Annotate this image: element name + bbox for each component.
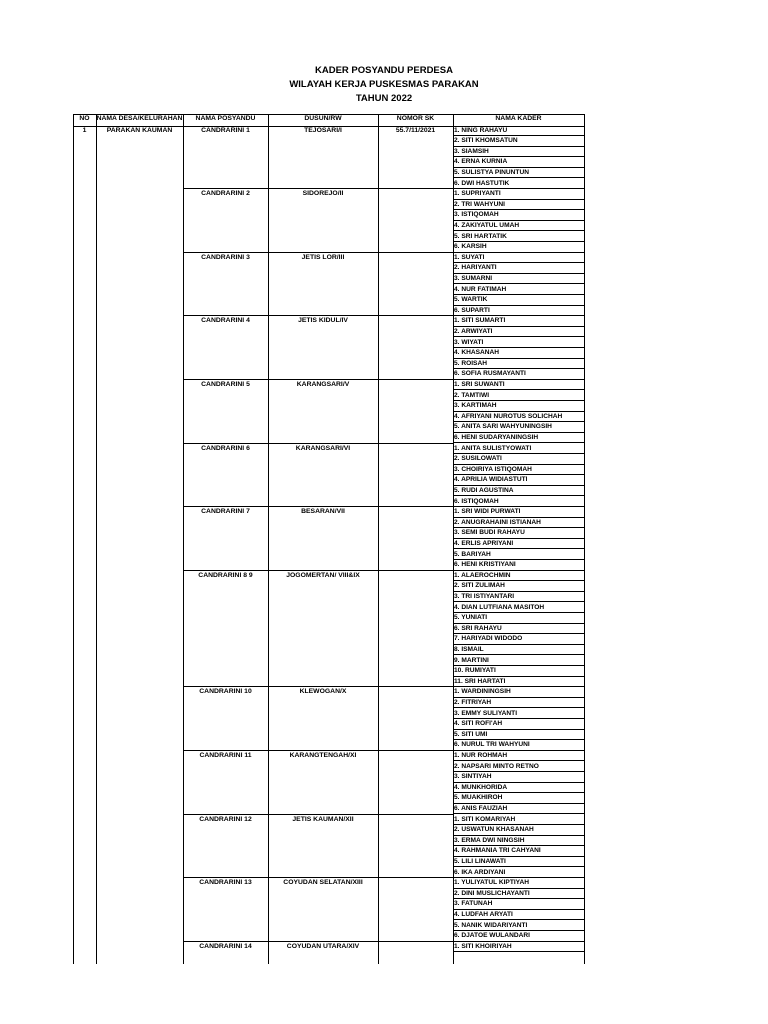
kader-name: 1. SITI KHOIRIYAH <box>453 942 584 953</box>
kader-name: 11. SRI HARTATI <box>453 677 584 688</box>
posyandu-name: CANDRARINI 14 <box>199 942 252 950</box>
kader-name: 4. DIAN LUTFIANA MASITOH <box>453 603 584 614</box>
kader-name: 4. AFRIYANI NUROTUS SOLICHAH <box>453 412 584 423</box>
kader-name: 5. MUAKHIROH <box>453 793 584 804</box>
kader-name: 5. RUDI AGUSTINA <box>453 486 584 497</box>
kader-name: 2. SUSILOWATI <box>453 454 584 465</box>
kader-name: 1. SRI SUWANTI <box>453 380 584 391</box>
dusun-rw: COYUDAN UTARA/XIV <box>286 942 360 950</box>
dusun-rw: JETIS KAUMAN/XII <box>292 815 354 823</box>
kader-name: 3. ISTIQOMAH <box>453 210 584 221</box>
kader-name: 4. KHASANAH <box>453 348 584 359</box>
kader-name: 2. DINI MUSLICHAYANTI <box>453 889 584 900</box>
desa-name: PARAKAN KAUMAN <box>106 126 173 134</box>
kader-name: 7. HARIYADI WIDODO <box>453 634 584 645</box>
kader-name: 4. ERLIS APRIYANI <box>453 539 584 550</box>
kader-name: 3. CHOIRIYA ISTIQOMAH <box>453 465 584 476</box>
kader-name: 5. NANIK WIDARIYANTI <box>453 921 584 932</box>
kader-name: 1. SUYATI <box>453 253 584 264</box>
kader-name: 3. FATUNAH <box>453 899 584 910</box>
header-nama-kader: NAMA KADER <box>495 115 542 122</box>
kader-name: 3. SEMI BUDI RAHAYU <box>453 528 584 539</box>
dusun-rw: KARANGSARI/V <box>296 380 350 388</box>
kader-name: 6. SRI RAHAYU <box>453 624 584 635</box>
dusun-rw: KLEWOGAN/X <box>299 688 347 696</box>
page-subtitle: WILAYAH KERJA PUSKESMAS PARAKAN <box>289 79 479 90</box>
posyandu-name: CANDRARINI 3 <box>201 253 250 261</box>
kader-name: 2. HARIYANTI <box>453 263 584 274</box>
kader-name: 3. TRI ISTIYANTARI <box>453 592 584 603</box>
kader-name: 6. NURUL TRI WAHYUNI <box>453 740 584 751</box>
dusun-rw: TEJOSARI/I <box>304 126 342 134</box>
dusun-rw: JETIS KIDUL/IV <box>298 317 348 325</box>
kader-name: 5. ROISAH <box>453 359 584 370</box>
kader-name: 4. NUR FATIMAH <box>453 285 584 296</box>
kader-name: 9. MARTINI <box>453 656 584 667</box>
kader-name: 5. SULISTYA PINUNTUN <box>453 168 584 179</box>
kader-name: 4. RAHMANIA TRI CAHYANI <box>453 846 584 857</box>
posyandu-name: CANDRARINI 4 <box>201 317 250 325</box>
kader-name: 6. ISTIQOMAH <box>453 497 584 508</box>
column-border <box>268 114 269 964</box>
kader-name: 3. SIAMSIH <box>453 147 584 158</box>
kader-name: 4. LUDFAH ARYATI <box>453 910 584 921</box>
kader-name: 5. SRI HARTATIK <box>453 232 584 243</box>
kader-name: 2. SITI KHOMSATUN <box>453 136 584 147</box>
posyandu-name: CANDRARINI 8 9 <box>198 571 253 579</box>
dusun-rw: KARANGTENGAH/XI <box>289 751 357 759</box>
kader-name: 2. USWATUN KHASANAH <box>453 825 584 836</box>
kader-name: 4. APRILIA WIDIASTUTI <box>453 475 584 486</box>
posyandu-name: CANDRARINI 12 <box>199 815 252 823</box>
kader-name: 3. WIYATI <box>453 338 584 349</box>
kader-name: 6. HENI SUDARYANINGSIH <box>453 433 584 444</box>
kader-name: 6. DWI HASTUTIK <box>453 179 584 190</box>
kader-name: 4. ERNA KURNIA <box>453 157 584 168</box>
kader-name: 2. FITRIYAH <box>453 698 584 709</box>
kader-name: 6. ANIS FAUZIAH <box>453 804 584 815</box>
kader-name: 4. ZAKIYATUL UMAH <box>453 221 584 232</box>
kader-name: 1. SITI SUMARTI <box>453 316 584 327</box>
kader-name: 6. IKA ARDIYANI <box>453 868 584 879</box>
posyandu-name: CANDRARINI 6 <box>201 444 250 452</box>
nomor-sk: 55.7/11/2021 <box>395 126 436 134</box>
dusun-rw: SIDOREJO/II <box>302 190 344 198</box>
kader-name: 1. YULIYATUL KIPTIYAH <box>453 878 584 889</box>
kader-name: 2. SITI ZULIMAH <box>453 581 584 592</box>
dusun-rw: BESARAN/VII <box>301 508 345 516</box>
page-year: TAHUN 2022 <box>355 93 413 104</box>
kader-name: 1. SRI WIDI PURWATI <box>453 507 584 518</box>
kader-name: 4. SITI ROFI'AH <box>453 719 584 730</box>
posyandu-name: CANDRARINI 13 <box>199 879 252 887</box>
posyandu-name: CANDRARINI 7 <box>201 508 250 516</box>
posyandu-name: CANDRARINI 5 <box>201 380 250 388</box>
kader-name: 1. NING RAHAYU <box>453 126 584 137</box>
kader-name: 2. NAPSARI MINTO RETNO <box>453 762 584 773</box>
header-nomor-sk: NOMOR SK <box>396 115 435 122</box>
kader-name: 2. ANUGRAHAINI ISTIANAH <box>453 518 584 529</box>
kader-name: 10. RUMIYATI <box>453 666 584 677</box>
dusun-rw: KARANGSARI/VI <box>295 444 351 452</box>
header-dusun: DUSUN/RW <box>304 115 342 122</box>
column-border <box>96 114 97 964</box>
page-title: KADER POSYANDU PERDESA <box>315 65 453 76</box>
kader-name: 6. SOFIA RUSMAYANTI <box>453 369 584 380</box>
posyandu-name: CANDRARINI 2 <box>201 190 250 198</box>
kader-name: 6. DJATOE WULANDARI <box>453 931 584 942</box>
kader-name: 1. SITI KOMARIYAH <box>453 815 584 826</box>
kader-name: 3. SUMARNI <box>453 274 584 285</box>
kader-name: 3. SINTIYAH <box>453 772 584 783</box>
kader-name: 5. SITI UMI <box>453 730 584 741</box>
kader-name: 4. MUNKHORIDA <box>453 783 584 794</box>
kader-name: 1. WARDININGSIH <box>453 687 584 698</box>
kader-name: 2. TRI WAHYUNI <box>453 200 584 211</box>
kader-name: 3. EMMY SULIYANTI <box>453 709 584 720</box>
kader-name: 2. TAMTIWI <box>453 391 584 402</box>
kader-name: 1. NUR ROHMAH <box>453 751 584 762</box>
kader-name: 2. ARWIYATI <box>453 327 584 338</box>
column-border <box>183 114 184 964</box>
kader-name: 6. HENI KRISTIYANI <box>453 560 584 571</box>
header-posyandu: NAMA POSYANDU <box>195 115 256 122</box>
kader-name: 5. WARTIK <box>453 295 584 306</box>
kader-name: 8. ISMAIL <box>453 645 584 656</box>
kader-name: 5. LILI LINAWATI <box>453 857 584 868</box>
kader-name: 3. KARTIMAH <box>453 401 584 412</box>
kader-name: 5. BARIYAH <box>453 550 584 561</box>
posyandu-name: CANDRARINI 11 <box>199 751 252 759</box>
kader-name: 6. SUPARTI <box>453 306 584 317</box>
dusun-rw: JETIS LOR/III <box>301 253 345 261</box>
kader-table <box>73 114 585 964</box>
posyandu-name: CANDRARINI 10 <box>199 688 252 696</box>
dusun-rw: COYUDAN SELATAN/XIII <box>283 879 363 887</box>
column-border <box>378 114 379 964</box>
posyandu-name: CANDRARINI 1 <box>201 126 250 134</box>
kader-name: 5. YUNIATI <box>453 613 584 624</box>
kader-name: 6. KARSIH <box>453 242 584 253</box>
kader-name: 1. ANITA SULISTYOWATI <box>453 444 584 455</box>
row-number: 1 <box>82 126 87 134</box>
kader-name: 1. SUPRIYANTI <box>453 189 584 200</box>
column-border <box>73 114 74 964</box>
column-border <box>584 114 585 964</box>
header-no: NO <box>79 115 90 122</box>
kader-name: 1. ALAEROCHMIN <box>453 571 584 582</box>
kader-name: 3. ERMA DWI NINGSIH <box>453 836 584 847</box>
header-desa: NAMA DESA/KELURAHAN <box>96 115 183 122</box>
kader-name: 5. ANITA SARI WAHYUNINGSIH <box>453 422 584 433</box>
dusun-rw: JOGOMERTAN/ VIII&IX <box>286 571 360 579</box>
